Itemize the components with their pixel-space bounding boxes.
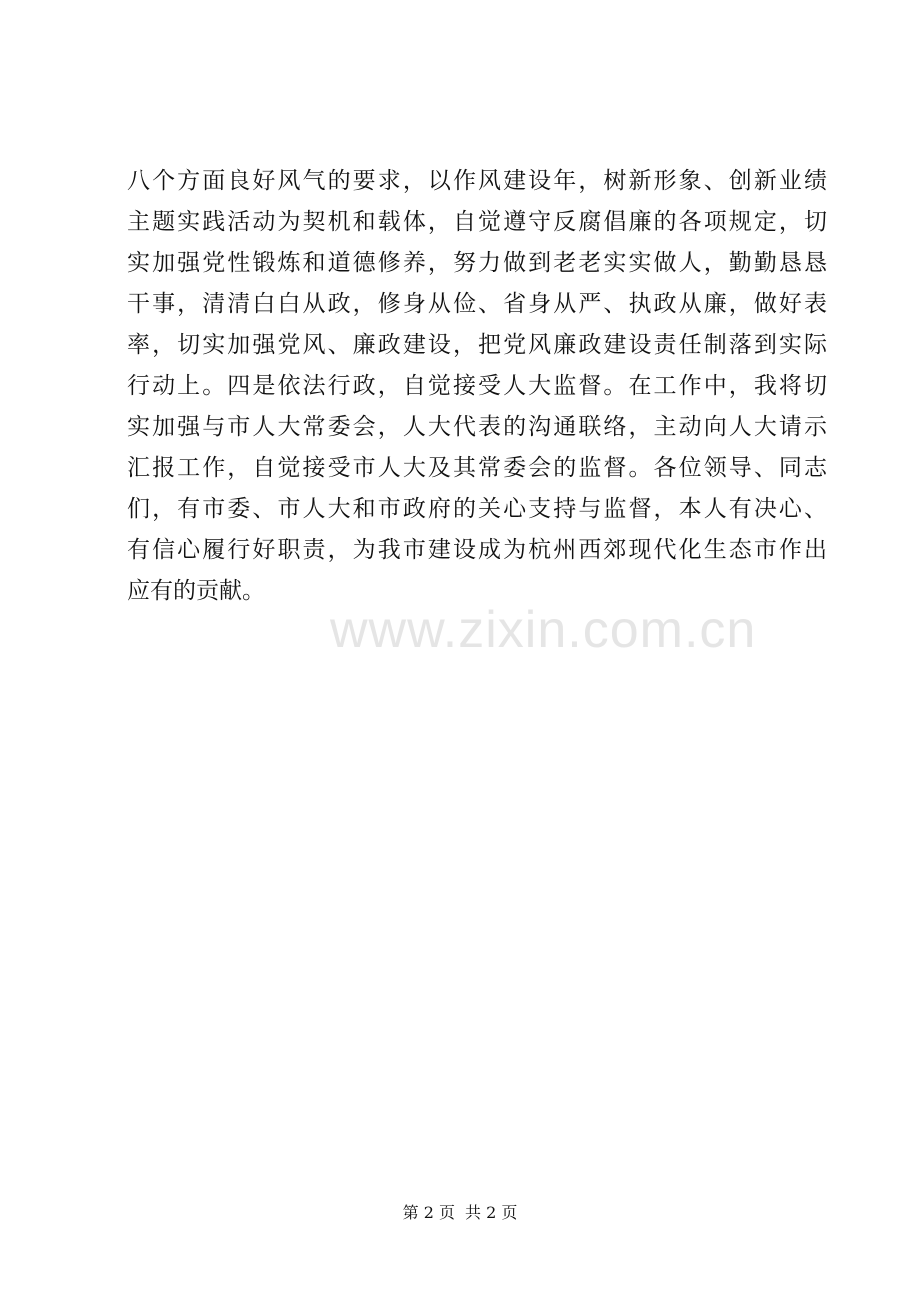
text-line: 干事，清清白白从政，修身从俭、省身从严、执政从廉，做好表 [127, 291, 827, 317]
text-line: 实加强党性锻炼和道德修养，努力做到老老实实做人，勤勤恳恳 [127, 250, 827, 276]
text-line: 实加强与市人大常委会，人大代表的沟通联络，主动向人大请示 [127, 414, 827, 440]
text-line: 汇报工作，自觉接受市人大及其常委会的监督。各位领导、同志 [127, 455, 827, 481]
text-line: 应有的贡献。 [127, 578, 265, 604]
text-line: 有信心履行好职责，为我市建设成为杭州西郊现代化生态市作出 [127, 537, 827, 563]
page-number-label: 第 2 页 [402, 1203, 455, 1222]
watermark-text: www.zixin.com.cn [330, 601, 757, 659]
text-line: 八个方面良好风气的要求，以作风建设年，树新形象、创新业绩 [127, 168, 827, 194]
text-line: 行动上。四是依法行政，自觉接受人大监督。在工作中，我将切 [127, 373, 827, 399]
page-total-label: 共 2 页 [465, 1203, 518, 1222]
text-line: 主题实践活动为契机和载体，自觉遵守反腐倡廉的各项规定，切 [127, 209, 827, 235]
body-text [127, 161, 827, 612]
page-footer [0, 1200, 920, 1223]
text-line: 率，切实加强党风、廉政建设，把党风廉政建设责任制落到实际 [127, 332, 827, 358]
text-line: 们，有市委、市人大和市政府的关心支持与监督，本人有决心、 [127, 496, 827, 522]
